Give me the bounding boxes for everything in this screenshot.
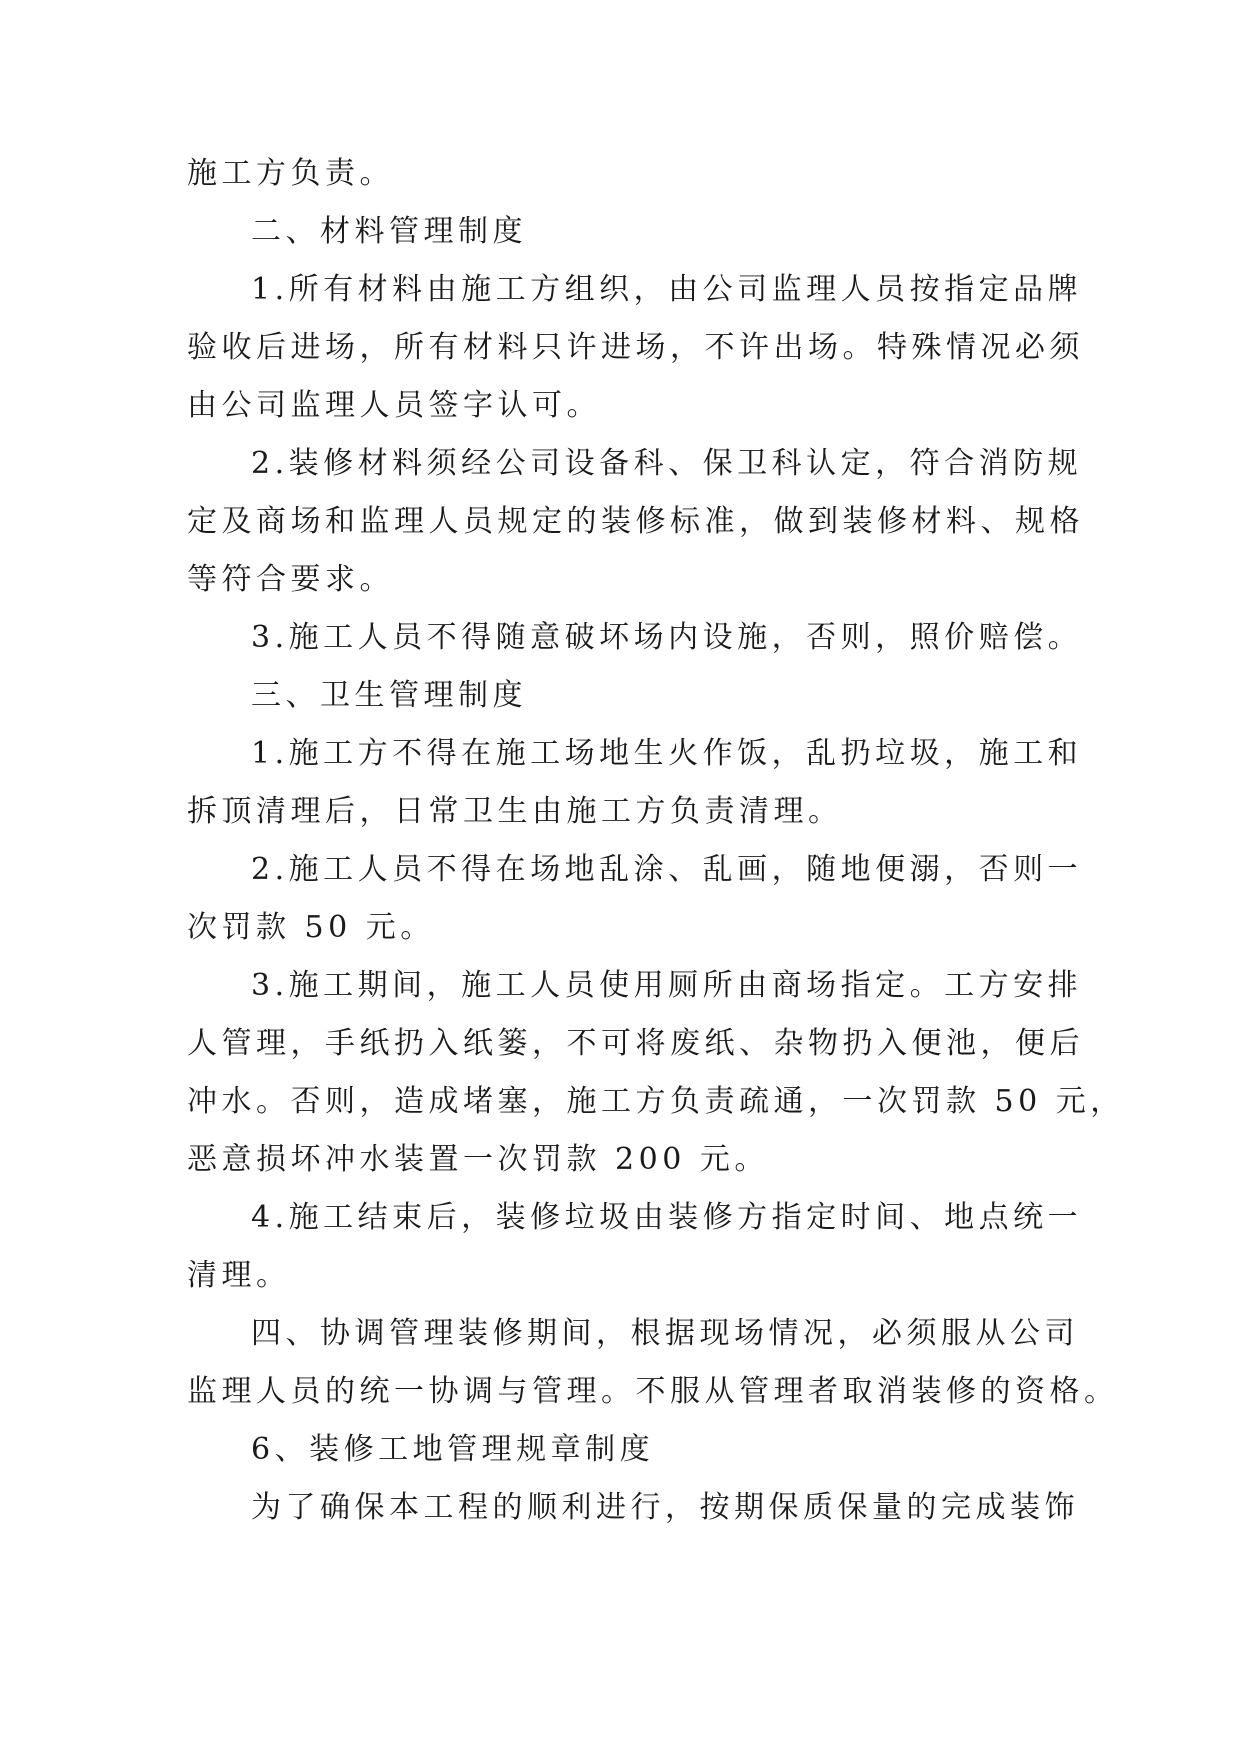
text-line-8: 等符合要求。 bbox=[187, 562, 394, 597]
text-line-13: 2.施工人员不得在场地乱涂、乱画，随地便溺，否则一 bbox=[251, 852, 1083, 887]
text-line-19: 4.施工结束后，装修垃圾由装修方指定时间、地点统一 bbox=[251, 1200, 1083, 1235]
text-line-22: 监理人员的统一协调与管理。不服从管理者取消装修的资格。 bbox=[187, 1374, 1119, 1409]
text-line-6: 2.装修材料须经公司设备科、保卫科认定，符合消防规 bbox=[251, 446, 1083, 481]
text-line-12: 拆顶清理后，日常卫生由施工方负责清理。 bbox=[187, 794, 843, 829]
text-line-1: 施工方负责。 bbox=[187, 156, 394, 191]
text-line-11: 1.施工方不得在施工场地生火作饭，乱扔垃圾，施工和 bbox=[251, 736, 1083, 771]
section-heading-materials: 二、材料管理制度 bbox=[251, 214, 527, 249]
text-line-14: 次罚款 50 元。 bbox=[187, 910, 435, 945]
text-line-15: 3.施工期间，施工人员使用厕所由商场指定。工方安排 bbox=[251, 968, 1083, 1003]
text-line-4: 验收后进场，所有材料只许进场，不许出场。特殊情况必须 bbox=[187, 330, 1084, 365]
section-heading-site-rules: 6、装修工地管理规章制度 bbox=[251, 1432, 655, 1467]
section-heading-hygiene: 三、卫生管理制度 bbox=[251, 678, 527, 713]
text-line-17: 冲水。否则，造成堵塞，施工方负责疏通，一次罚款 50 元， bbox=[187, 1084, 1125, 1119]
text-line-5: 由公司监理人员签字认可。 bbox=[187, 388, 601, 423]
text-line-20: 清理。 bbox=[187, 1258, 291, 1293]
text-line-3: 1.所有材料由施工方组织，由公司监理人员按指定品牌 bbox=[251, 272, 1083, 307]
section-heading-coordination: 四、协调管理装修期间，根据现场情况，必须服从公司 bbox=[251, 1316, 1079, 1351]
text-line-16: 人管理，手纸扔入纸篓，不可将废纸、杂物扔入便池，便后 bbox=[187, 1026, 1084, 1061]
text-line-24: 为了确保本工程的顺利进行，按期保质保量的完成装饰 bbox=[251, 1490, 1079, 1525]
text-line-18: 恶意损坏冲水装置一次罚款 200 元。 bbox=[187, 1142, 769, 1177]
text-line-9: 3.施工人员不得随意破坏场内设施，否则，照价赔偿。 bbox=[251, 620, 1083, 655]
text-line-7: 定及商场和监理人员规定的装修标准，做到装修材料、规格 bbox=[187, 504, 1084, 539]
